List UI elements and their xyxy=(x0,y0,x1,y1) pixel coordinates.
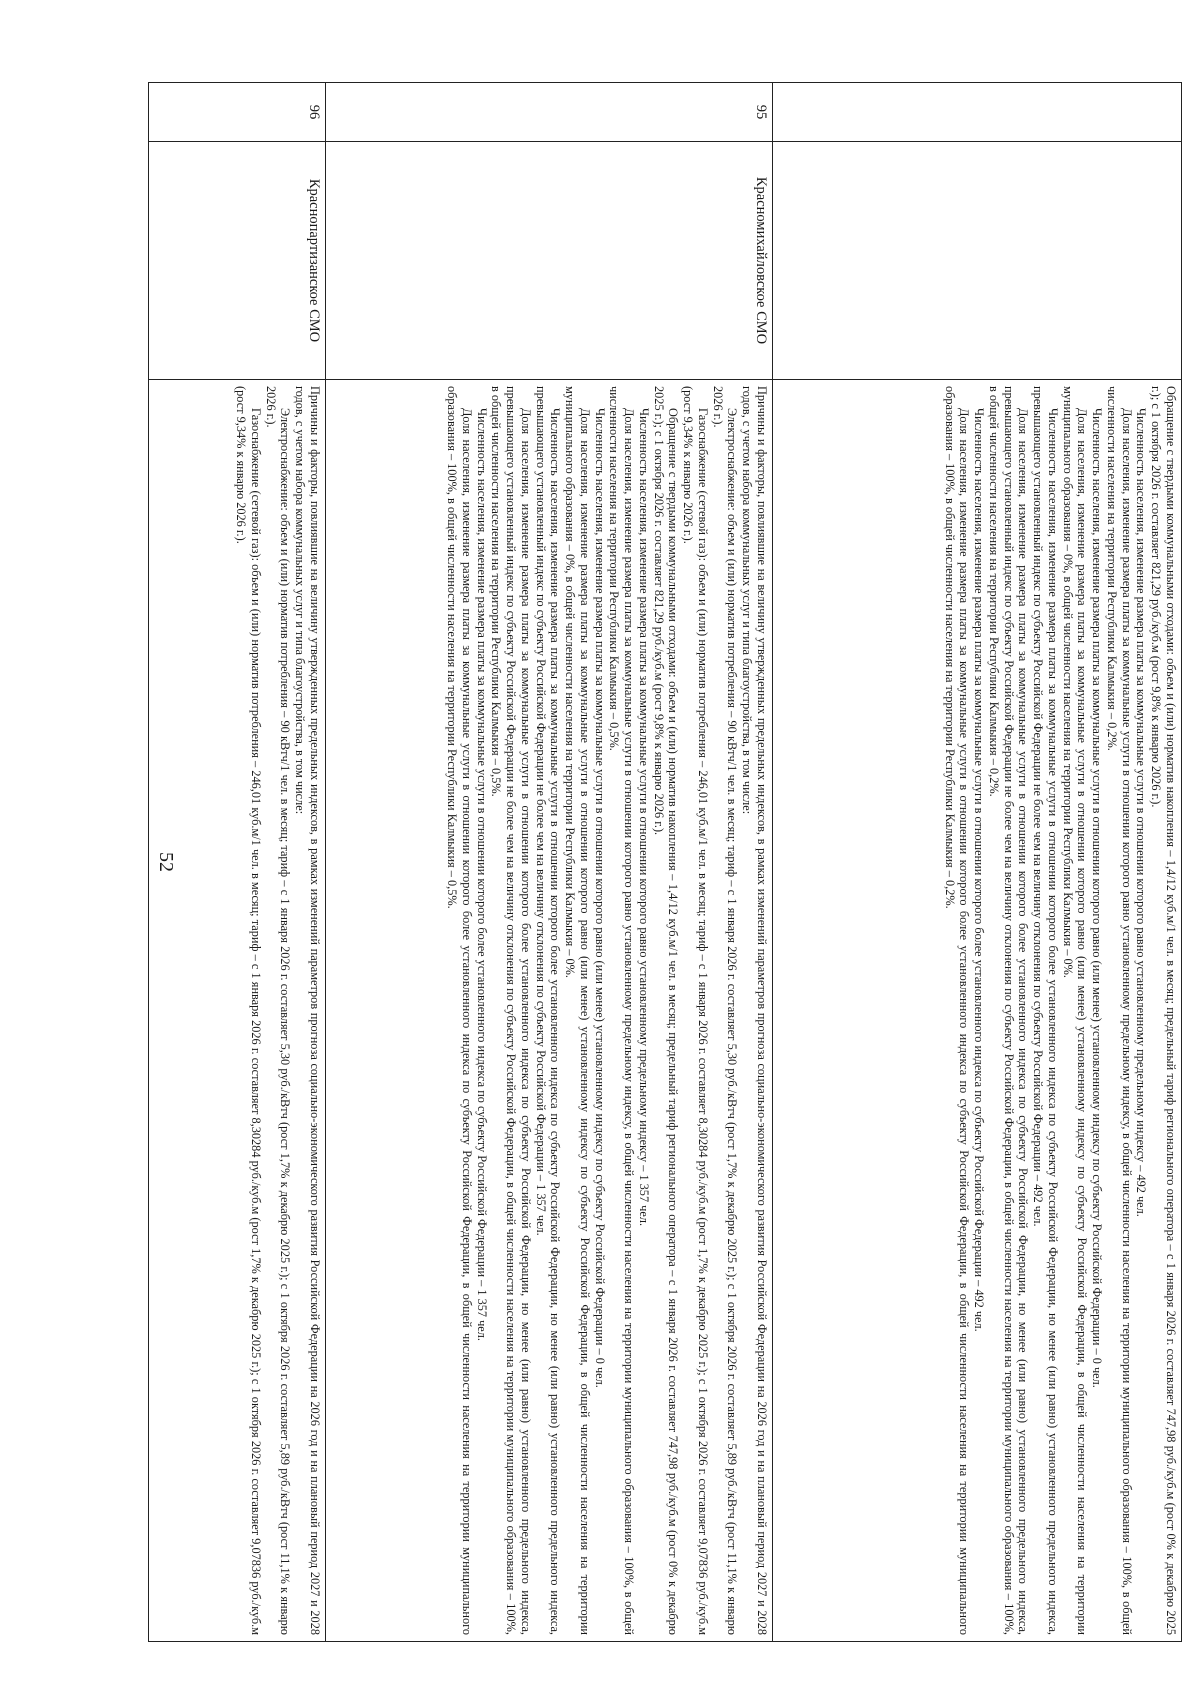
paragraph: Электроснабжение: объем и (или) норматив потребления – 90 кВтч/1 чел. в месяц; тариф – с 1 января 2026 г. составляет 5,30 руб./кВтч (рост 1,7% к декабрю 2025 г.); с 1 октября 2026 г. составляет 5,89 руб./кВтч (рост 11,1% к январю 2026 г.). xyxy=(263,386,293,1635)
row-number: 95 xyxy=(326,83,773,142)
paragraph: Доля населения, изменение размера платы за коммунальные услуги в отношении которого равно (или менее) установленному индексу по субъекту Российской Федерации, в общей численности населения на территории муниципального образования – 0%, в общей численности населения на территории Республики Калмыкия – 0%. xyxy=(1060,386,1090,1635)
paragraph: Доля населения, изменение размера платы за коммунальные услуги в отношении которого равно (или менее) установленному индексу по субъекту Российской Федерации, в общей численности населения на территории муниципального образования – 0%, в общей численности населения на территории Республики Калмыкия – 0%. xyxy=(563,386,592,1635)
municipality-name xyxy=(773,142,1182,380)
paragraph: Численность населения, изменение размера платы за коммунальные услуги в отношении которого более установленного индекса по субъекту Российской Федерации – 492 чел. xyxy=(972,408,987,1332)
paragraph: Доля населения, изменение размера платы за коммунальные услуги в отношении которого более установленного индекса по субъекту Российской Федерации, но менее (или равно) установленного предельного индекса, превышающего установленный индекс по субъекту Российской Федерации не более чем на величину отклонения по субъекту Российской Федерации, в общей численности населения на территории муниципального образования – 100%, в общей численности населения на территории Республики Калмыкия – 0,5%. xyxy=(489,386,533,1635)
row-description xyxy=(149,380,326,1642)
paragraph: Численность населения, изменение размера платы за коммунальные услуги в отношении которого равно (или менее) установленному индексу по субъекту Российской Федерации – 0 чел. xyxy=(592,408,607,1388)
page-number: 52 xyxy=(155,852,177,872)
paragraph: Доля населения, изменение размера платы за коммунальные услуги в отношении которого равно установленному предельному индексу, в общей численности населения на территории муниципального образования – 100%, в общей численности населения на территории Республики Калмыкия – 0,5%. xyxy=(607,386,637,1635)
paragraph: Обращение с твердыми коммунальными отходами: объем и (или) норматив накопления – 1,4/12 куб.м/1 чел. в месяц; предельный тариф регионального оператора – с 1 января 2026 г. составляет 747,98 руб./куб.м (рост 0% к декабрю 2025 г.); с 1 октября 2026 г. составляет 821,29 руб./куб.м (рост 9,8% к январю 2026 г.). xyxy=(651,386,681,1635)
paragraph: Численность населения, изменение размера платы за коммунальные услуги в отношении которого равно (или менее) установленному индексу по субъекту Российской Федерации – 0 чел. xyxy=(1090,408,1105,1388)
table-row xyxy=(773,83,1182,1642)
row-number xyxy=(773,83,1182,142)
paragraph: Численность населения, изменение размера платы за коммунальные услуги в отношении которого более установленного индекса по субъекту Российской Федерации – 1 357 чел. xyxy=(474,408,489,1341)
paragraph: Обращение с твердыми коммунальными отходами: объем и (или) норматив накопления – 1,4/12 куб.м/1 чел. в месяц; предельный тариф регионального оператора – с 1 января 2026 г. составляет 747,98 руб./куб.м (рост 0% к декабрю 2025 г.); с 1 октября 2026 г. составляет 821,29 руб./куб.м (рост 9,8% к январю 2026 г.). xyxy=(1149,386,1178,1635)
row-number: 96 xyxy=(149,83,326,142)
paragraph: Электроснабжение: объем и (или) норматив потребления – 90 кВтч/1 чел. в месяц; тариф – с 1 января 2026 г. составляет 5,30 руб./кВтч (рост 1,7% к декабрю 2025 г.); с 1 октября 2026 г. составляет 5,89 руб./кВтч (рост 11,1% к январю 2026 г.). xyxy=(710,386,740,1635)
municipality-name: Краснопартизанское СМО xyxy=(149,142,326,380)
row-description xyxy=(326,380,773,1642)
rotated-page xyxy=(122,82,1182,1642)
paragraph: Численность населения, изменение размера платы за коммунальные услуги в отношении которого более установленного индекса по субъекту Российской Федерации, но менее (или равно) установленного предельного индекса, превышающего установленный индекс по субъекту Российской Федерации не более чем на величину отклонения по субъекту Российской Федерации – 492 чел. xyxy=(1031,386,1060,1635)
row-description xyxy=(773,380,1182,1642)
municipality-name: Красномихайловское СМО xyxy=(326,142,773,380)
indices-table xyxy=(148,82,1182,1642)
paragraph: Газоснабжение (сетевой газ): объем и (или) норматив потребления – 246,01 куб.м/1 чел. в месяц; тариф – с 1 января 2026 г. составляет 8,30284 руб./куб.м (рост 1,7% к декабрю 2025 г.); с 1 октября 2026 г. составляет 9,07836 руб./куб.м (рост 9,34% к январю 2026 г.). xyxy=(234,386,263,1635)
paragraph: Доля населения, изменение размера платы за коммунальные услуги в отношении которого более установленного индекса по субъекту Российской Федерации, но менее (или равно) установленного предельного индекса, превышающего установленный индекс по субъекту Российской Федерации не более чем на величину отклонения по субъекту Российской Федерации, в общей численности населения на территории муниципального образования – 100%, в общей численности населения на территории Республики Калмыкия – 0,2%. xyxy=(987,386,1031,1635)
paragraph: Доля населения, изменение размера платы за коммунальные услуги в отношении которого более установленного индекса по субъекту Российской Федерации, в общей численности населения на территории муниципального образования – 100%, в общей численности населения на территории Республики Калмыкия – 0,2%. xyxy=(942,386,972,1635)
paragraph: Численность населения, изменение размера платы за коммунальные услуги в отношении которого равно установленному предельному индексу – 492 чел. xyxy=(1134,408,1149,1217)
paragraph: Доля населения, изменение размера платы за коммунальные услуги в отношении которого равно установленному предельному индексу, в общей численности населения на территории муниципального образования – 100%, в общей численности населения на территории Республики Калмыкия – 0,2%. xyxy=(1105,386,1134,1635)
paragraph: Причины и факторы, повлиявшие на величину утвержденных предельных индексов, в рамках изменений параметров прогноза социально-экономического развития Российской Федерации на 2026 год и на плановый период 2027 и 2028 годов, с учетом набора коммунальных услуг и типа благоустройства, в том числе: xyxy=(293,386,322,1635)
paragraph: Численность населения, изменение размера платы за коммунальные услуги в отношении которого более установленного индекса по субъекту Российской Федерации, но менее (или равно) установленного предельного индекса, превышающего установленный индекс по субъекту Российской Федерации не более чем на величину отклонения по субъекту Российской Федерации – 1 357 чел. xyxy=(533,386,563,1635)
paragraph: Численность населения, изменение размера платы за коммунальные услуги в отношении которого равно установленному предельному индексу – 1 357 чел. xyxy=(637,408,651,1227)
paragraph: Доля населения, изменение размера платы за коммунальные услуги в отношении которого более установленного индекса по субъекту Российской Федерации, в общей численности населения на территории муниципального образования – 100%, в общей численности населения на территории Республики Калмыкия – 0,5%. xyxy=(445,386,474,1635)
paragraph: Газоснабжение (сетевой газ): объем и (или) норматив потребления – 246,01 куб.м/1 чел. в месяц; тариф – с 1 января 2026 г. составляет 8,30284 руб./куб.м (рост 1,7% к декабрю 2025 г.); с 1 октября 2026 г. составляет 9,07836 руб./куб.м (рост 9,34% к январю 2026 г.). xyxy=(681,386,710,1635)
table-row xyxy=(326,83,773,1642)
paragraph: Причины и факторы, повлиявшие на величину утвержденных предельных индексов, в рамках изменений параметров прогноза социально-экономического развития Российской Федерации на 2026 год и на плановый период 2027 и 2028 годов, с учетом набора коммунальных услуг и типа благоустройства, в том числе: xyxy=(740,386,769,1635)
